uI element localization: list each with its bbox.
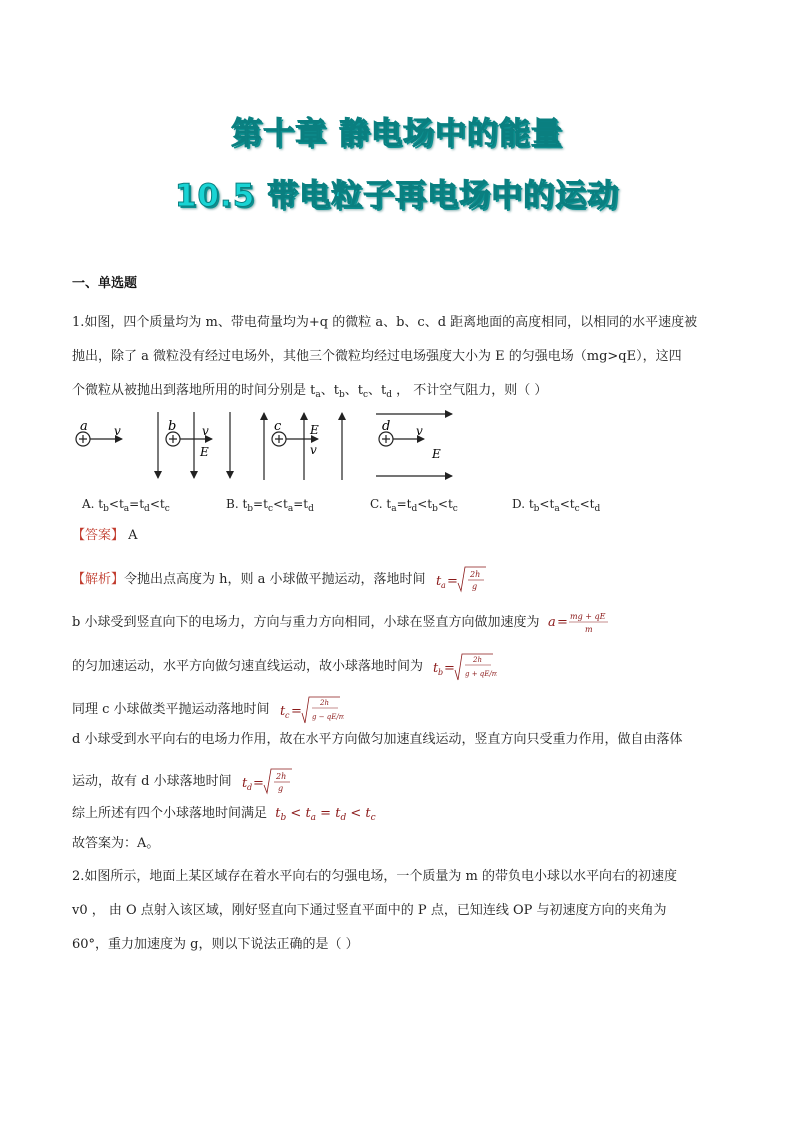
analysis-line2: b 小球受到竖直向下的电场力，方向与重力方向相同，小球在竖直方向做加速度为 a = mg + qE m (72, 610, 732, 636)
svg-text:2h: 2h (469, 570, 480, 579)
answer-label: 【答案】 (72, 528, 125, 543)
svg-text:b: b (438, 668, 444, 677)
fig-label-b: b (168, 419, 177, 434)
option-c[interactable]: C. $t_a=t_d<t_b<t_c$ (370, 497, 458, 514)
formula-tb (427, 652, 497, 682)
svg-text:t: t (279, 704, 285, 719)
analysis-line7: 综上所述有四个小球落地时间满足 $t_b < t_a = t_d < t_c$ (72, 806, 376, 823)
formula-a (544, 610, 614, 636)
answer-line (72, 528, 732, 544)
formula-td (236, 767, 296, 797)
analysis-line3: 的匀加速运动，水平方向做匀速直线运动，故小球落地时间为 t b = 2h g + qE/m (72, 652, 732, 682)
section-title: 一、单选题 (72, 276, 138, 291)
svg-text:=: = (444, 661, 456, 676)
analysis-line4: 同理 c 小球做类平抛运动落地时间 t c = 2h g − qE/m (72, 695, 732, 725)
q1-text-line3: 个微粒从被抛出到落地所用的时间分别是 $t_a$、$t_b$、$t_c$、$t_d$ ， 不计空气阻力，则（ ） (72, 383, 548, 400)
q1-text-line2: 抛出，除了 a 微粒没有经过电场外，其他三个微粒均经过电场强度大小为 E 的匀强电场（mg>qE），这四 (72, 349, 682, 364)
formula-order: $t_b < t_a = t_d < t_c$ (271, 806, 376, 823)
option-d[interactable]: D. $t_b<t_a<t_c<t_d$ (512, 497, 601, 514)
fig-label-e-c: E (310, 423, 319, 437)
fig-label-v-d: v (416, 424, 423, 438)
option-a[interactable]: A. $t_b<t_a=t_d<t_c$ (82, 497, 170, 514)
fig-label-c: c (274, 419, 282, 434)
svg-text:t: t (433, 661, 439, 676)
analysis-line1: 【解析】令抛出点高度为 h，则 a 小球做平抛运动，落地时间 t a = 2h g (72, 565, 732, 595)
svg-text:=: = (290, 704, 302, 719)
q2-text-line3: 60°，重力加速度为 g，则以下说法正确的是（ ） (72, 937, 359, 952)
svg-text:a: a (440, 581, 446, 590)
svg-text:a: a (547, 615, 556, 630)
svg-text:2h: 2h (319, 699, 329, 707)
fig-label-e-d: E (432, 447, 441, 461)
svg-text:m: m (584, 625, 593, 634)
svg-text:g + qE/m: g + qE/m (465, 670, 498, 678)
svg-text:c: c (284, 711, 290, 720)
svg-text:g − qE/m: g − qE/m (311, 713, 344, 721)
svg-text:g: g (471, 582, 477, 591)
fig-label-v-a: v (114, 424, 121, 438)
q2-text-line2: v0 ， 由 O 点射入该区域，刚好竖直向下通过竖直平面中的 P 点，已知连线 OP 与初速度方向的夹角为 (72, 903, 667, 918)
svg-text:t: t (241, 776, 247, 791)
fig-label-d: d (382, 419, 391, 434)
svg-text:g: g (277, 784, 283, 793)
svg-text:mg + qE: mg + qE (569, 612, 606, 621)
section-heading: 10.5 带电粒子再电场中的运动 (174, 178, 620, 214)
fig-label-a: a (80, 419, 88, 434)
svg-text:t: t (435, 574, 441, 589)
fig-label-e-b: E (200, 445, 209, 459)
fig-label-v-c: v (310, 443, 317, 457)
svg-text:=: = (252, 776, 264, 791)
q2-text-line1: 2.如图所示，地面上某区域存在着水平向右的匀强电场，一个质量为 m 的带负电小球以水平向右的初速度 (72, 869, 677, 884)
q1-text-line1: 1.如图，四个质量均为 m、带电荷量均为+q 的微粒 a、b、c、d 距离地面的高度相同，以相同的水平速度被 (72, 315, 698, 330)
formula-tc (274, 695, 344, 725)
option-b[interactable]: B. $t_b=t_c<t_a=t_d$ (226, 497, 314, 514)
answer-value: A (128, 528, 138, 543)
svg-text:2h: 2h (275, 772, 286, 781)
analysis-conclusion: 故答案为：A。 (72, 836, 160, 851)
svg-text:d: d (246, 783, 252, 792)
svg-text:2h: 2h (473, 656, 483, 664)
svg-text:=: = (446, 574, 458, 589)
q1-figure (70, 408, 470, 484)
analysis-line5: d 小球受到水平向右的电场力作用，故在水平方向做匀加速直线运动，竖直方向只受重力作用，做自由落体 (72, 732, 683, 747)
formula-ta (430, 565, 490, 595)
svg-text:=: = (556, 615, 568, 630)
analysis-line6: 运动，故有 d 小球落地时间 t d = 2h g (72, 767, 732, 797)
fig-label-v-b: v (202, 424, 209, 438)
chapter-title: 第十章 静电场中的能量 (231, 116, 563, 152)
